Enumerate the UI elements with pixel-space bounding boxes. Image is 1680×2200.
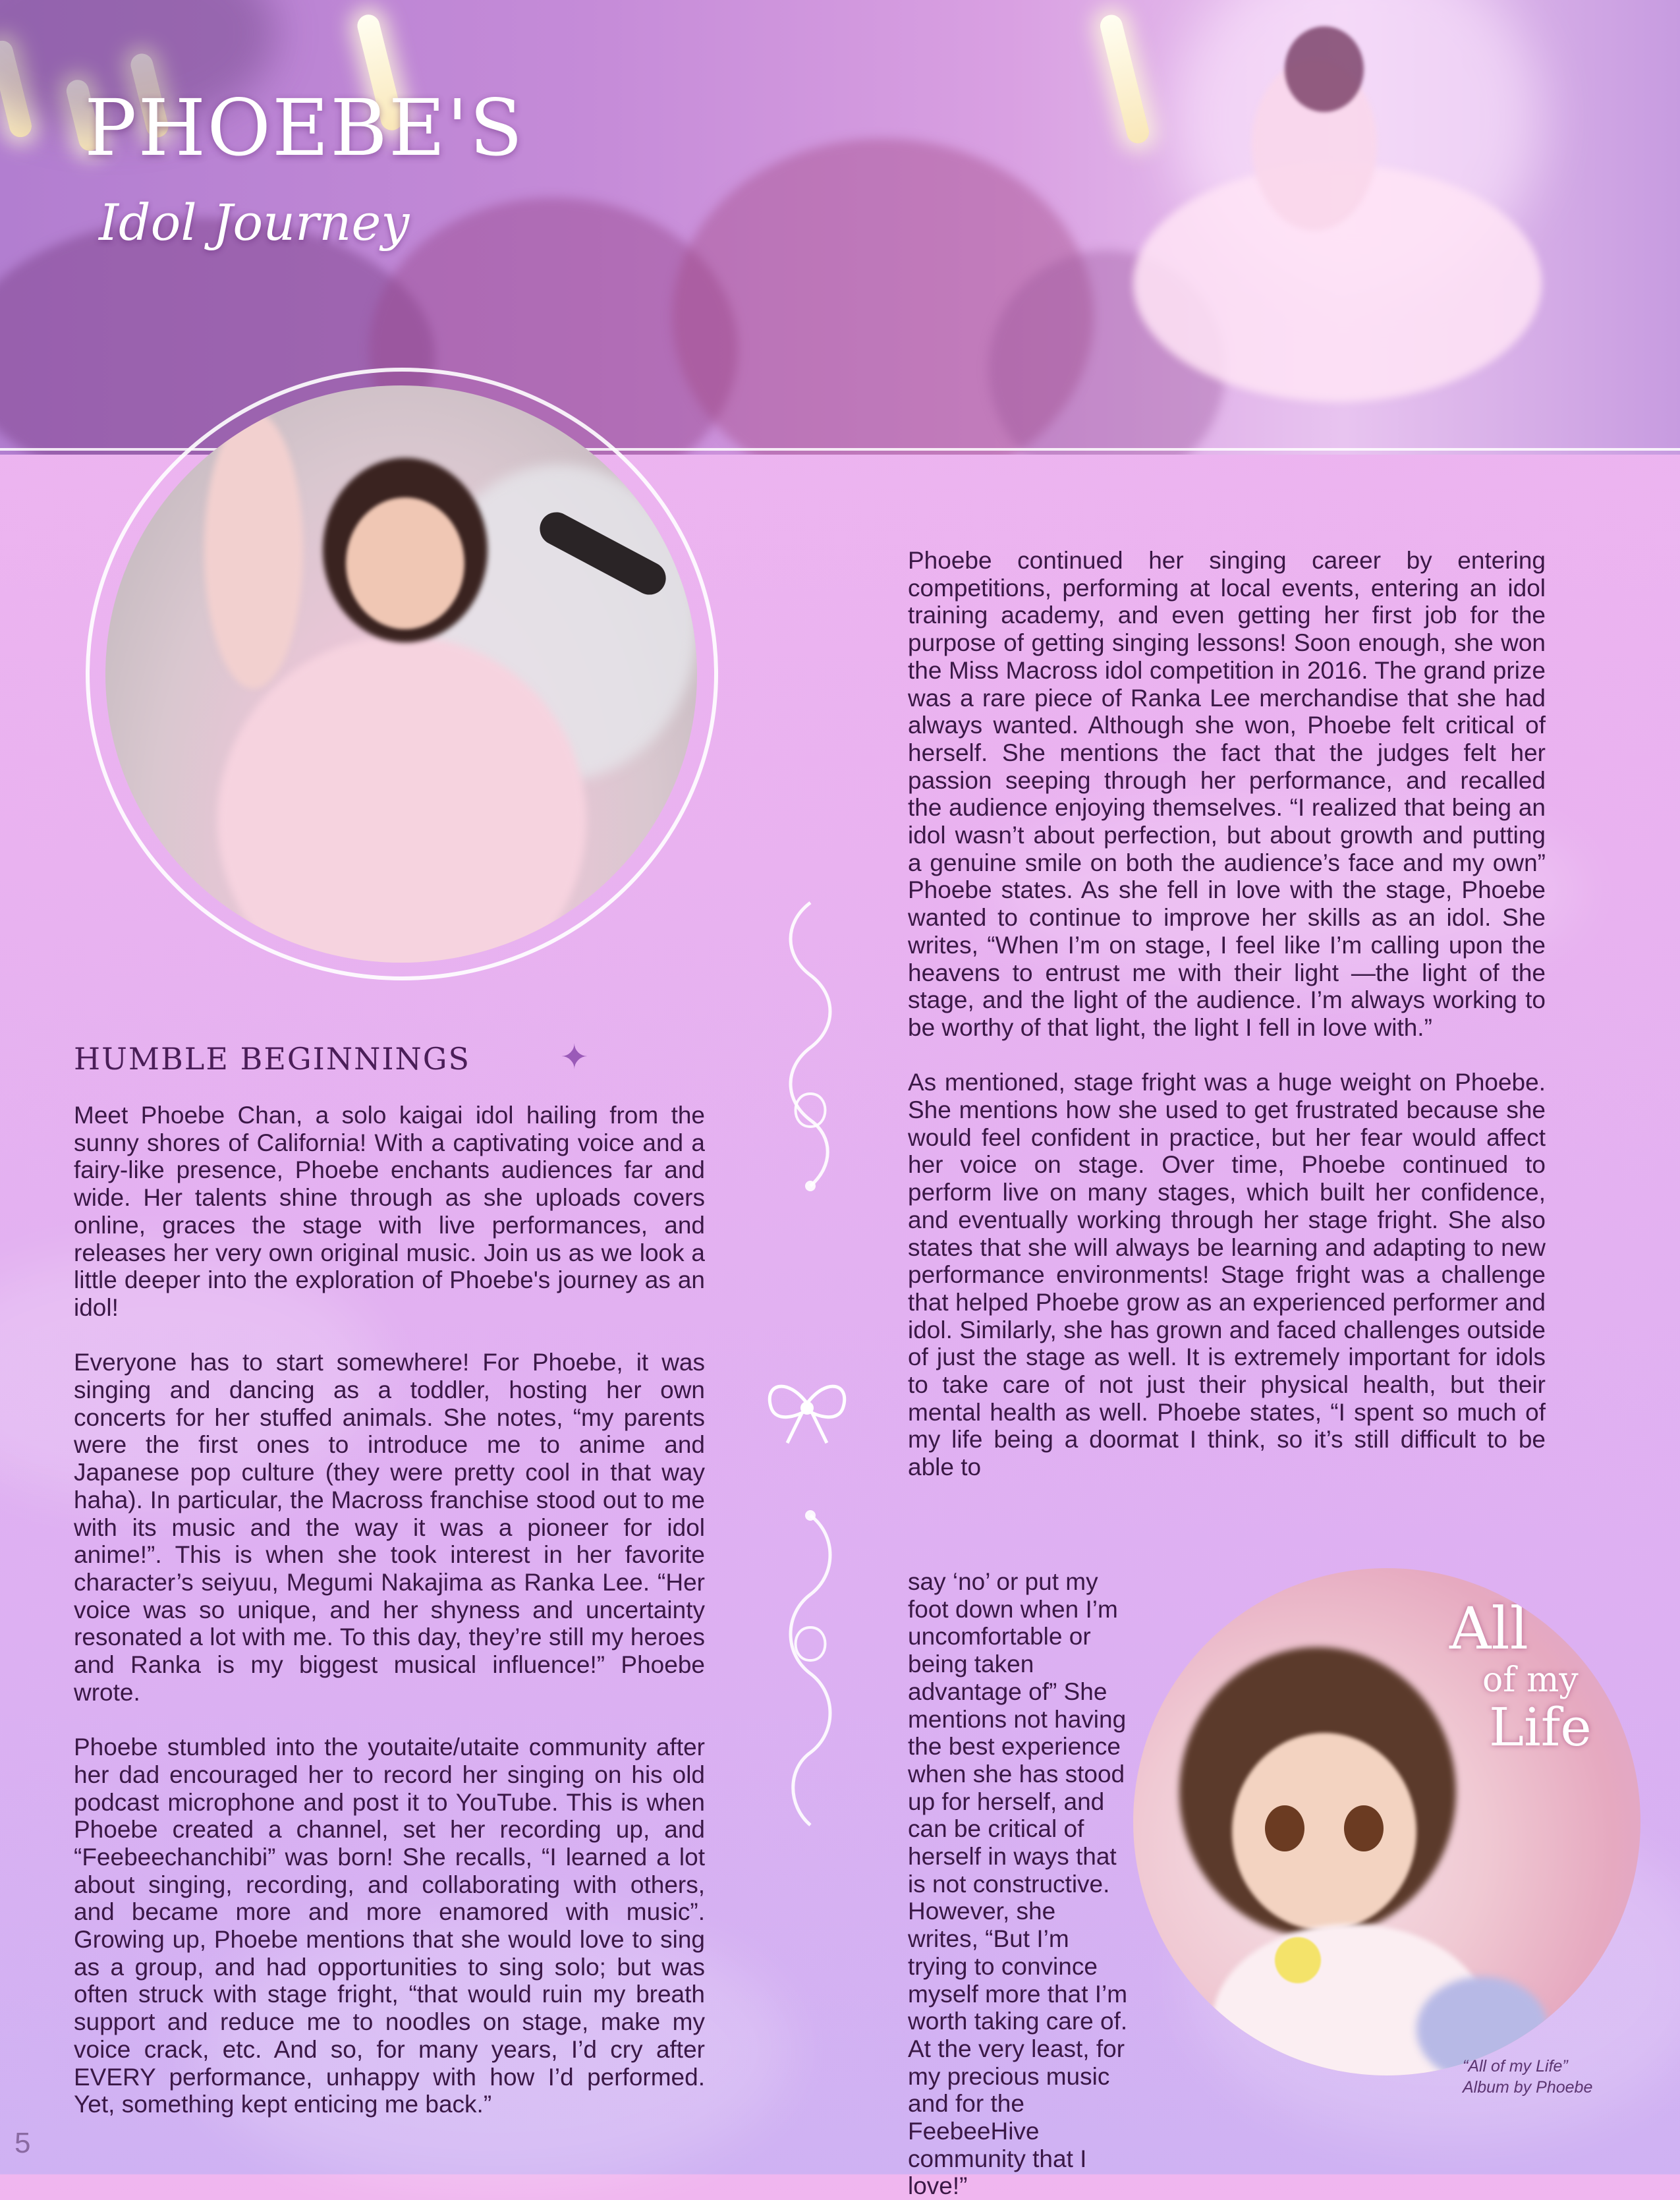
performer-head: [1285, 26, 1364, 112]
article-paragraph: Phoebe continued her singing career by entering competitions, performing at local events, entering an idol training academy, and even getting her first job for the purpose of getting singing lessons! Soon enough, she won the Miss Macross idol competition in 2016. The grand prize was a rare piece of Ranka Lee merchandise that she had always wanted. Although she won, Phoebe felt critical of herself. She mentions the fact that the judges felt her passion seeping through her performance, and recalled the audience enjoying themselves. “I realized that being an idol wasn’t about perfection, but about growth and putting a genuine smile on both the audience’s face and my own” Phoebe states. As she fell in love with the stage, Phoebe wanted to continue to improve her skills as an idol. She writes, “When I’m on stage, I feel like I’m calling upon the heavens to entrust me with their light —the light of the stage, and the light of the audience. I’m always working to be worthy of that light, the light I fell in love with.”: [908, 547, 1546, 1041]
article-paragraph: Everyone has to start somewhere! For Phoebe, it was singing and dancing as a toddler, hosting her own concerts for her stuffed animals. She notes, “my parents were the first ones to introduce me to anime and Japanese pop culture (they were pretty cool in that way haha). In particular, the Macross franchise stood out to me with its music and the way it was a pioneer for idol anime!”. This is when she took interest in her favorite character’s seiyuu, Megumi Nakajima as Ranka Lee. “Her voice was so unique, and her shyness and uncertainty resonated a lot with me. To this day, they’re still my heroes and Ranka is my biggest musical influence!” Phoebe wrote.: [74, 1349, 705, 1706]
album-caption-title: “All of my Life”: [1463, 2057, 1568, 2075]
album-title-line2: of my: [1482, 1660, 1579, 1700]
album-title-line3: Life: [1489, 1697, 1592, 1758]
glowstick: [1098, 13, 1151, 146]
performer-photo: [105, 385, 697, 963]
article-paragraph: Meet Phoebe Chan, a solo kaigai idol hailing from the sunny shores of California! With a captivating voice and a fairy-like presence, Phoebe enchants audiences far and wide. Her talents shine through as she uploads covers online, graces the stage with live performances, and releases her very own original music. Join us as we look a little deeper into the exploration of Phoebe's journey as an idol!: [74, 1102, 705, 1321]
page-title: PHOEBE'S: [84, 82, 524, 173]
album-character-eye: [1265, 1805, 1304, 1851]
page-subtitle: Idol Journey: [99, 193, 410, 252]
left-article-column: [74, 1102, 705, 2146]
sparkle-icon: ✦: [560, 1038, 589, 1077]
performer-arm: [204, 412, 303, 689]
album-cover: [1133, 1568, 1640, 2075]
page-number: 5: [14, 2127, 31, 2159]
bow-icon: [761, 1374, 853, 1446]
article-paragraph: As mentioned, stage fright was a huge weight on Phoebe. She mentions how she used to get frustrated because she would feel confident in practice, but her fear would affect her voice on stage. Over time, Phoebe continued to perform live on many stages, which built her confidence, and eventually working through her stage fright. She also states that she will always be learning and adapting to new performance environments! Stage fright was a challenge that helped Phoebe grow as an experienced performer and idol. Similarly, she has grown and faced challenges outside of just the stage as well. It is extremely important for idols to take care of not just their physical health, but their mental health as well. Phoebe states, “I spent so much of my life being a doormat I think, so it’s still difficult to be able to: [908, 1069, 1546, 1481]
album-caption-credit: Album by Phoebe: [1463, 2078, 1593, 2097]
swirl-ornament-bottom: [771, 1509, 850, 1838]
performer-face: [346, 497, 464, 629]
article-paragraph: Phoebe stumbled into the youtaite/utaite community after her dad encouraged her to record her singing on his old podcast microphone and post it to YouTube. This is when Phoebe created a channel, set her recording up, and “Feebeechanchibi” was born! She recalls, “I learned a lot about singing, recording, and collaborating with others, and became more and more enamored with music”. Growing up, Phoebe mentions that she would love to sing as a group, and had opportunities to sing solo; but was often struck with stage fright, “that would ruin my breath support and reduce me to noodles on stage, make my voice crack, etc. And so, for many years, I’d cry after EVERY performance, unhappy with how I’d performed. Yet, something kept enticing me back.”: [74, 1734, 705, 2118]
section-heading: HUMBLE BEGINNINGS: [74, 1041, 471, 1077]
album-title-line1: All: [1449, 1594, 1528, 1662]
album-character-face: [1232, 1733, 1416, 1931]
header-concert-photo: [0, 0, 1680, 455]
album-character-eye: [1344, 1805, 1384, 1851]
swirl-ornament-top: [771, 896, 850, 1199]
album-flower: [1275, 1937, 1321, 1983]
album-caption: [1463, 2056, 1647, 2098]
right-article-column: [908, 547, 1546, 1481]
article-paragraph-wrap: say ‘no’ or put my foot down when I’m uncomfortable or being taken advantage of” She mentions not having the best experience when she has stood up for herself, and can be critical of herself in ways that is not constructive. However, she writes, “But I’m trying to convince myself more that I’m worth taking care of. At the very least, for my precious music and for the FeebeeHive community that I love!”: [908, 1568, 1128, 2200]
